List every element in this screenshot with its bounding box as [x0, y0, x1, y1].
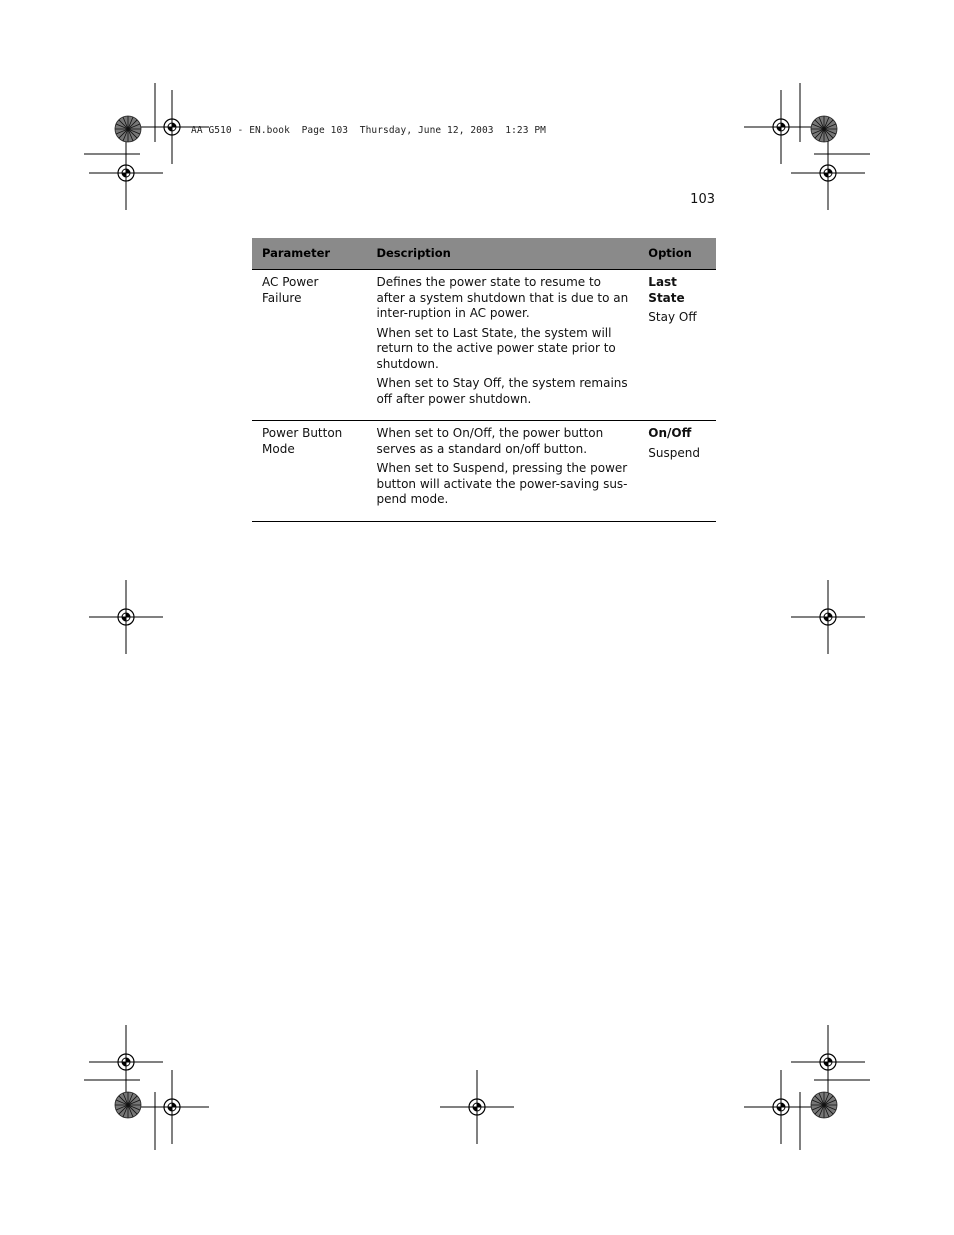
- description-paragraph: Defines the power state to resume to after a system shutdown that is due to an inter-ruption in AC power.: [376, 275, 629, 320]
- option: Stay Off: [648, 310, 697, 324]
- page-number: 103: [690, 192, 715, 207]
- header-parameter: Parameter: [252, 238, 366, 270]
- option-cell: [638, 270, 716, 421]
- table-row: [252, 270, 716, 421]
- table-row: [252, 421, 716, 522]
- parameter-cell: [252, 270, 366, 421]
- description-paragraph: When set to Suspend, pressing the power button will activate the power-saving sus-pend mode.: [376, 461, 628, 506]
- default-option: Last State: [648, 275, 685, 305]
- header-description: Description: [366, 238, 638, 270]
- description-paragraph: When set to On/Off, the power button serves as a standard on/off button.: [376, 426, 604, 456]
- option: Suspend: [648, 445, 700, 460]
- parameter-line: AC Power: [262, 275, 319, 289]
- parameter-line: Mode: [262, 441, 295, 456]
- description-cell: [366, 270, 638, 421]
- table-header-row: [252, 238, 716, 270]
- default-option: On/Off: [648, 426, 692, 440]
- description-paragraph: When set to Stay Off, the system remains off after power shutdown.: [376, 376, 628, 406]
- parameter-line: Failure: [262, 290, 302, 305]
- header-option: Option: [638, 238, 716, 270]
- parameter-cell: [252, 421, 366, 522]
- option-cell: [638, 421, 716, 522]
- print-slug: AA G510 - EN.book Page 103 Thursday, June 12, 2003 1:23 PM: [191, 125, 546, 136]
- description-cell: [366, 421, 638, 522]
- parameter-line: Power Button: [262, 426, 343, 440]
- bios-settings-table: [252, 238, 716, 522]
- description-paragraph: When set to Last State, the system will return to the active power state prior to shutdown.: [376, 325, 616, 371]
